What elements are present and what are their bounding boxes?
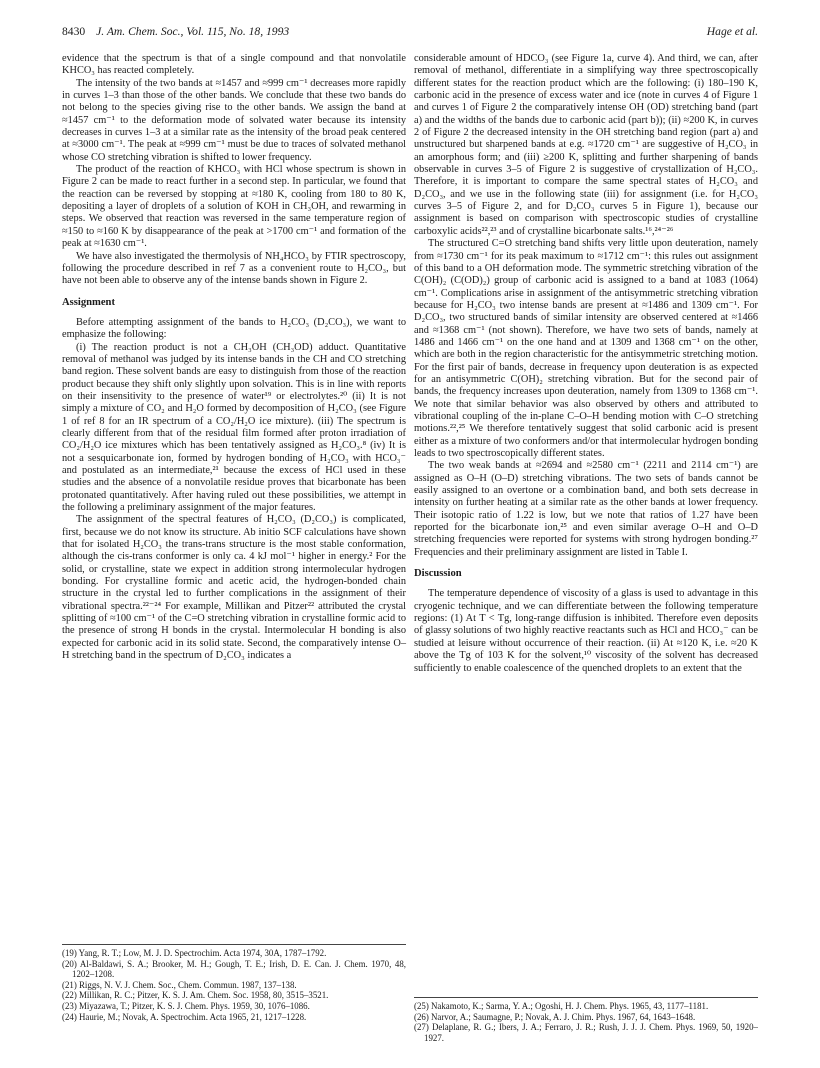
footnote-rule bbox=[62, 944, 406, 945]
header-left bbox=[62, 25, 289, 38]
footnote: (25) Nakamoto, K.; Sarma, Y. A.; Ogoshi, H. J. Chem. Phys. 1965, 43, 1177–1181. bbox=[414, 1001, 709, 1011]
journal-citation: J. Am. Chem. Soc., Vol. 115, No. 18, 1993 bbox=[96, 25, 290, 38]
left-column bbox=[62, 53, 406, 663]
right-column bbox=[414, 53, 758, 675]
paragraph: evidence that the spectrum is that of a single compound and that nonvolatile KHCO₃ has reacted completely. bbox=[62, 53, 406, 77]
running-header bbox=[62, 25, 758, 43]
paragraph: considerable amount of HDCO₃ (see Figure 1a, curve 4). And third, we can, after removal of methanol, differentiate in a simplifying way three spectroscopically different states for the reaction product which are the following: (i) 180–190 K, carbonic acid in the presence of excess water and ice (note in curves 4 of Figure 1 and curves 1 of Figure 2 the comparatively intense OH (OD) stretching band (part a) and the widths of the bands due to carbonic acid (part b)); (ii) ≈200 K, in curves 2 of Figure 2 the decreased intensity in the OH stretching band region (part a) and unstructured but sharpened bands at e.g. ≈1720 cm⁻¹ are suggestive of H₂CO₃ in an amorphous form; and (iii) ≥200 K, splitting and further sharpening of bands observable in curves 3–5 of Figure 2 is suggestive of crystallization of H₂CO₃. Therefore, it is important to compare the same spectral states of H₂CO₃ and D₂CO₃, and we use in the following state (iii) for assignment (i.e. for H₂CO₃ curves 3–5 of Figure 2, and for D₂CO₃ curves 5 in Figure 1), because our assignment is based on comparison with spectroscopic studies of crystalline carboxylic acids²²,²³ and of crystalline bicarbonate salts.¹⁶,²⁴⁻²⁶ bbox=[414, 53, 758, 237]
section-heading-discussion: Discussion bbox=[414, 568, 462, 580]
footnote: (21) Riggs, N. V. J. Chem. Soc., Chem. Commun. 1987, 137–138. bbox=[62, 979, 297, 990]
footnote: (20) Al-Baldawi, S. A.; Brooker, M. H.; Gough, T. E.; Irish, D. E. Can. J. Chem. 1970, 48, 1202–1208. bbox=[62, 958, 406, 980]
footnote-rule bbox=[414, 997, 758, 998]
paragraph: Before attempting assignment of the bands to H₂CO₃ (D₂CO₃), we want to emphasize the following: bbox=[62, 316, 406, 341]
paragraph: (i) The reaction product is not a CH₃OH (CH₃OD) adduct. Quantitative removal of methanol was judged by its intense bands in the CH and CO stretching band region. These solvent bands are easy to distinguish from those of the reaction product because they shift only slightly upon solvation. This is in line with reports on their insensitivity to the presence of water¹⁹ or electrolytes.²⁰ (ii) It is not simply a mixture of CO₂ and H₂O formed by decomposition of H₂CO₃ (see Figure 1 of ref 8 for an IR spectrum of a CO₂/H₂O ice mixture). (iii) The spectrum is clearly different from that of the residual film formed after proton irradiation of CO₂/H₂O ice mixtures which has been tentatively assigned as H₂CO₃.⁸ (iv) It is not a sesquicarbonate ion, formed by hydrogen bonding of H₂CO₃ with HCO₃⁻ and postulated as an intermediate,²¹ because the excess of HCl used in these studies and the absence of a nonvolatile residue proves that bicarbonate has been protonated quantitatively. After having ruled out these possibilities, we attempt in the following a preliminary assignment of the major features. bbox=[62, 341, 406, 514]
paragraph: The product of the reaction of KHCO₃ with HCl whose spectrum is shown in Figure 2 can be made to react further in a second step. In particular, we found that the reaction can be reversed by stopping at ≈180 K, cooling from 180 to 80 K, depositing a layer of droplets of a solution of KOH in CH₃OH, and rewarming in steps. We observed that reaction was reversed in the same temperature region of ≈150 to ≈160 K by disappearance of the peak at >1700 cm⁻¹ and formation of the peak at ≈1630 cm⁻¹. bbox=[62, 164, 406, 250]
footnote: (24) Haurie, M.; Novak, A. Spectrochim. Acta 1965, 21, 1217–1228. bbox=[62, 1011, 307, 1022]
footnotes-right bbox=[414, 997, 758, 1043]
paragraph: The temperature dependence of viscosity of a glass is used to advantage in this cryogenic technique, and we can differentiate between the following temperature regions: (1) At T < Tg, long-range diffusion is inhibited. Therefore even deposits of glassy solutions of two highly reactive reactants such as HCl and HCO₃⁻ can be studied at leisure without occurrence of their reaction. (ii) At ≈120 K, i.e. ≈20 K above the Tg of 103 K for the solvent,¹⁰ viscosity of the solvent has decreased sufficiently to enable coalescence of the quenched droplets to an extent that the bbox=[414, 588, 758, 674]
footnote: (19) Yang, R. T.; Low, M. J. D. Spectrochim. Acta 1974, 30A, 1787–1792. bbox=[62, 948, 327, 958]
paragraph: The assignment of the spectral features of H₂CO₃ (D₂CO₃) is complicated, first, because we do not know its structure. Ab initio SCF calculations have shown that for isolated H₂CO₃ the trans-trans structure is the most stable conformation, although the cis-trans conformer is only ca. 4 kJ mol⁻¹ higher in energy.² For the solid, or crystalline, state we expect in addition strong intermolecular hydrogen bonding. For crystalline formic and acetic acid, the hydrogen-bonded chain structure in the crystal led to further complications in the assignment of their vibrational spectra.²²⁻²⁴ For example, Millikan and Pitzer²² attributed the crystal splitting of ≈100 cm⁻¹ of the C=O stretching vibration in crystalline formic acid to the presence of strong H bonds in the crystal. Intermolecular H bonding is also expected for carbonic acid in its solid state. Second, the comparatively intense O–H stretching band in the spectrum of D₂CO₃ indicates a bbox=[62, 514, 406, 662]
paragraph: The intensity of the two bands at ≈1457 and ≈999 cm⁻¹ decreases more rapidly in curves 1–3 than those of the other bands. We conclude that these two bands do not belong to the species giving rise to the other bands. We assign the band at ≈1457 cm⁻¹ to the deformation mode of solvated water because its intensity decreases in curves 1–3 at a similar rate as the intensity of the broad peak centered at ≈3000 cm⁻¹. The peak at ≈999 cm⁻¹ must be due to traces of solvated methanol whose CO stretching vibration is shifted to lower frequency. bbox=[62, 77, 406, 163]
footnotes-left bbox=[62, 944, 406, 1022]
footnote: (22) Millikan, R. C.; Pitzer, K. S. J. Am. Chem. Soc. 1958, 80, 3515–3521. bbox=[62, 990, 329, 1001]
footnote: (27) Delaplane, R. G.; Ibers, J. A.; Ferraro, J. R.; Rush, J. J. J. Chem. Phys. 1969, 50, 1920–1927. bbox=[414, 1022, 758, 1043]
section-heading-assignment: Assignment bbox=[62, 296, 115, 308]
footnote: (26) Narvor, A.; Saumagne, P.; Novak, A. J. Chim. Phys. 1967, 64, 1643–1648. bbox=[414, 1011, 696, 1022]
paragraph: The structured C=O stretching band shifts very little upon deuteration, namely from ≈1730 cm⁻¹ for its peak maximum to ≈1712 cm⁻¹: this rules out assignment of this band to a OH deformation mode. The symmetric stretching vibration of the C(OH)₂ (C(OD)₂) group of carbonic acid is assigned to a band at 1083 (1064) cm⁻¹. Complications arise in assignment of the antisymmetric stretching vibration because for H₂CO₃ two intense bands are present at ≈1486 and 1309 cm⁻¹. For D₂CO₃, two structured bands of similar intensity are observed centered at ≈1466 and ≈1368 cm⁻¹ (not shown). Therefore, we have two sets of bands, namely at 1486 and 1466 cm⁻¹ on the one hand and at 1309 and 1368 cm⁻¹ on the other, which are both in the region characteristic for the antisymmetric stretching motion. For the first pair of bands, decrease in frequency upon deuteration is as expected for an antisymmetric C(OH)₂ stretching vibration. But for the second pair of bands, the frequency increases upon deuteration, namely from 1309 to 1368 cm⁻¹. We note that similar behavior was also observed by others and attributed to vibrational coupling of the in-plane C–O–H bending motion with C–O stretching motions.²²,²⁵ We therefore tentatively suggest that solid carbonic acid is present either as a mixture of two conformers and/or that intermolecular hydrogen bonding leads to two spectroscopically different states. bbox=[414, 238, 758, 459]
paragraph: We have also investigated the thermolysis of NH₄HCO₃ by FTIR spectroscopy, following the procedure described in ref 7 as a convenient route to H₂CO₃, but have not been able to observe any of the intense bands shown in Figure 2. bbox=[62, 250, 406, 287]
paragraph: The two weak bands at ≈2694 and ≈2580 cm⁻¹ (2211 and 2114 cm⁻¹) are assigned as O–H (O–D) stretching vibrations. The two sets of bands cannot be easily assigned to an overtone or a combination band, and both sets decrease in intensity on further heating at a similar rate as the other bands at lower frequency. Their isotopic ratio of 1.22 is low, but we note that ratios of 1.27 have been reported for the bicarbonate ion,²⁵ and even similar average O–H and O–D stretching frequencies were reported for systems with strong hydrogen bonding.²⁷ Frequencies and their preliminary assignment are listed in Table I. bbox=[414, 460, 758, 558]
page-number: 8430 bbox=[62, 25, 86, 38]
header-authors: Hage et al. bbox=[706, 25, 758, 38]
footnote: (23) Miyazawa, T.; Pitzer, K. S. J. Chem. Phys. 1959, 30, 1076–1086. bbox=[62, 1000, 310, 1011]
